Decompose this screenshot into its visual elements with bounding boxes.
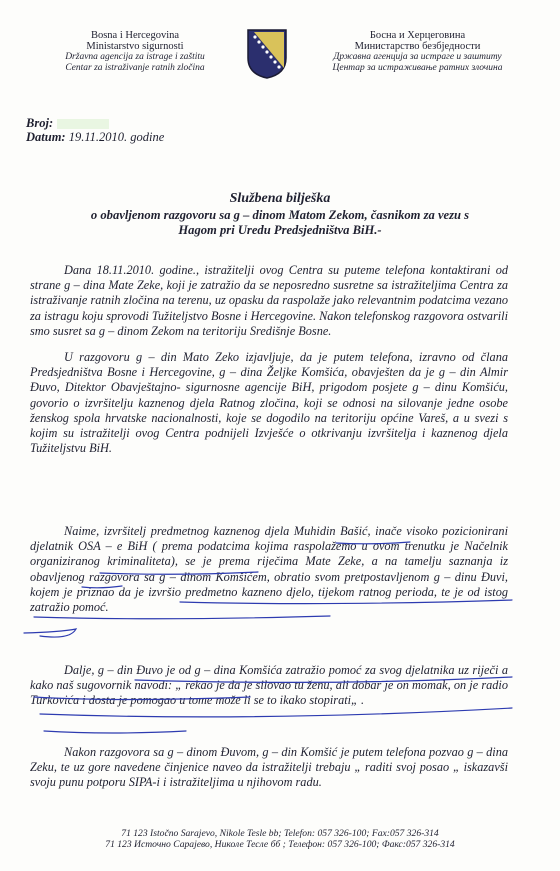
country-name-cyr: Босна и Херцеговина [369,30,466,41]
centre-name-cyr: Центар за истраживање ратних злочина [332,63,503,73]
address-cyrillic: 71 123 Источно Сарајево, Николе Тесле бб ; Телефон: 057 326-100; Факс:057 326-314 [105,839,455,850]
ministry-name-cyr: Министарство безбједности [354,41,481,52]
agency-name-cyr: Државна агенција за истраге и заштиту [333,52,502,62]
letterhead-cyrillic [300,30,535,74]
redacted-number [57,119,109,129]
document-date [26,130,164,144]
subtitle-line-1: o obavljenom razgovoru sa g – dinom Matom Zekom, časnikom za vezu s [90,208,470,222]
paragraph-1: Dana 18.11.2010. godine., istražitelji ovog Centra su puteme telefona kontaktirani od strane g – dina Mate Zeke, koji je zatražio da se neposredno susretne sa istražiteljima Centra za istraživanje ratnih zločina na terenu, uz opasku da raspolaže jako relevantnim podatcima vezano za istragu koju sprovodi Tužiteljstvo Bosne i Hercegovine. Nakon telefonskog razgovora ostvarili smo susret sa g – dinom Zekom na teritoriju Središnje Bosne. [30,263,508,338]
bih-coat-of-arms-icon [246,28,288,80]
paragraph-2: U razgovoru g – din Mato Zeko izjavljuje, da je putem telefona, izravno od člana Predsjedništva Bosne i Hercegovine, g – dina Željke Komšića, obavješten da je g – din Almir Đuvo, Ditektor Obavještajno- sigurnosne agencije BiH, prigodom posjete g – dinu Komšiću, govorio o izvršitelju kaznenog djela Ratnog zločina, koji se odnosi na silovanje jedne osobe ženskog spola hrvatske nacionalnosti, koje se dogodilo na teritoriju općine Vareš, a u svezi s kojim su istražitelji ovog Centra podnijeli Izvješće o otkrivanju izvršitelja i kaznenog djela Tužiteljstvu BiH. [30,350,508,456]
country-name: Bosna i Hercegovina [90,30,180,41]
document-title: Službena bilješka [229,191,331,206]
subtitle-line-2: Hagom pri Uredu Predsjedništva BiH.- [178,223,382,237]
agency-name: Državna agencija za istrage i zaštitu [65,52,205,62]
date-label: Datum: [26,130,66,144]
reference-label: Broj [26,116,49,130]
document-subtitle [20,208,540,238]
ministry-name: Ministarstvo sigurnosti [86,41,184,52]
letterhead-latin [40,30,230,74]
document-meta [26,116,164,144]
paragraph-3: Naime, izvršitelj predmetnog kaznenog djela Muhidin Bašić, inače visoko pozicionirani djelatnik OSA – e BiH ( prema podatcima kojima raspolažemo u ovom trenutku je Načelnik organiziranog kriminaliteta), se je prema riječima Mate Zeke, a na tamelju saznanja iz obavljenog razgovora sa g – dinom Komšićem, obratio svom pretpostavljenom g – dinu Đuvi, kojem je priznao da je izvršio predmetno kazneno djelo, tijekom ratnog perioda, te je od istog zatražio pomoć. [30,524,508,615]
paragraph-5: Nakon razgovora sa g – dinom Đuvom, g – din Komšić je putem telefona pozvao g – dina Zeku, te uz gore navedene činjenice naveo da istražitelji trebaju „ raditi svoj posao „ iskazavši svoju punu potporu SIPA-i i istražiteljima u njihovom radu. [30,745,508,790]
document-footer [20,828,540,850]
reference-number: Broj: [26,116,164,130]
date-value: 19.11.2010. godine [68,130,165,144]
address-latin: 71 123 Istočno Sarajevo, Nikole Tesle bb; Telefon: 057 326-100; Fax:057 326-314 [121,828,439,839]
centre-name: Centar za istraživanje ratnih zločina [65,63,205,73]
paragraph-4: Dalje, g – din Đuvo je od g – dina Komšića zatražio pomoć za svog djelatnika uz riječi a kako naš sugovornik navodi: „ rekao je da je silovao tu ženu, ali dobar je on momak, on je radio Turkovića i dosta je pomogao u tome može li se to ikako stopirati„ . [30,663,508,708]
